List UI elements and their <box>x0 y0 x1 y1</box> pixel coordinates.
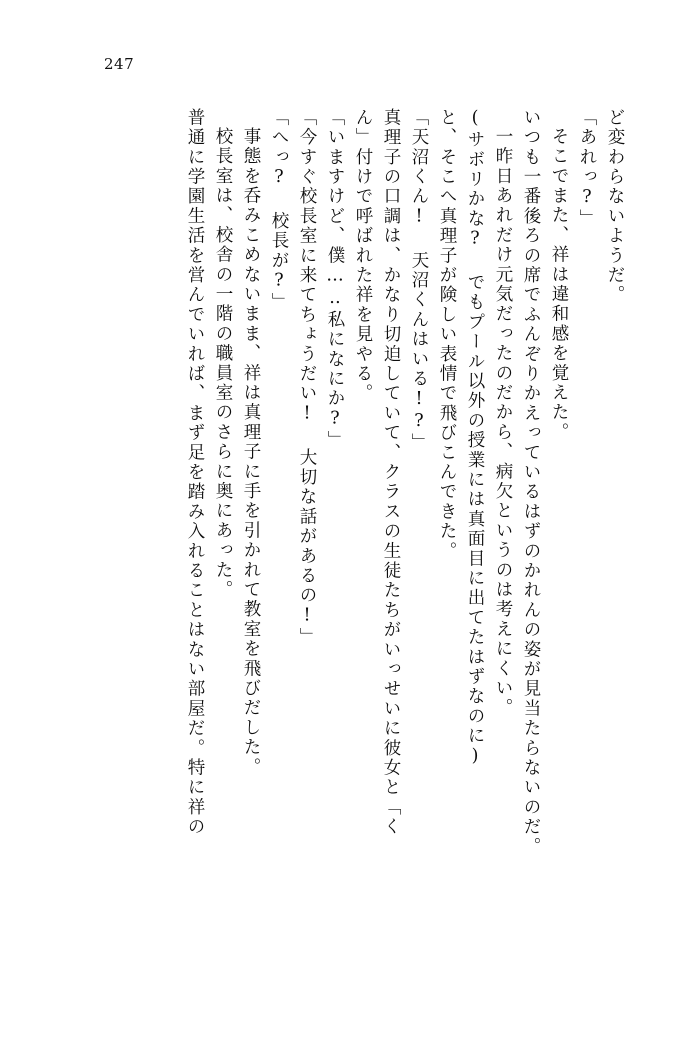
text-line: ど変わらないようだ。 <box>605 108 625 305</box>
text-line: 真理子の口調は、かなり切迫していて、クラスの生徒たちがいっせいに彼女と「く <box>381 108 401 837</box>
text-line: (サボリかな? でもプール以外の授業には真面目に出てたはずなのに) <box>465 108 485 769</box>
text-line: いつも一番後ろの席でふんぞりかえっているはずのかれんの姿が見当たらないのだ。 <box>521 108 541 857</box>
page-number: 247 <box>104 55 135 73</box>
text-line: と、そこへ真理子が険しい表情で飛びこんできた。 <box>437 108 457 562</box>
text-line: そこでまた、祥は違和感を覚えた。 <box>549 127 569 443</box>
text-line: 「あれっ?」 <box>577 108 597 229</box>
text-line: ん」付けで呼ばれた祥を見やる。 <box>353 108 373 404</box>
text-line: 一昨日あれだけ元気だったのだから、病欠というのは考えにくい。 <box>493 127 513 718</box>
text-line: 「へっ? 校長が?」 <box>269 108 289 313</box>
text-line: 事態を呑みこめないまま、祥は真理子に手を引かれて教室を飛びだした。 <box>241 127 261 778</box>
text-line: 普通に学園生活を営んでいれば、まず足を踏み入れることはない部屋だ。特に祥の <box>185 108 205 837</box>
vertical-body-text <box>72 108 623 948</box>
text-line: 「今すぐ校長室に来てちょうだい! 大切な話があるの!」 <box>297 108 317 648</box>
text-line: 「天沼くん! 天沼くんはいる!?」 <box>409 108 429 453</box>
text-line: 校長室は、校舎の一階の職員室のさらに奥にあった。 <box>213 127 233 600</box>
text-line: 「いますけど、僕…‥私になにか?」 <box>325 108 345 451</box>
